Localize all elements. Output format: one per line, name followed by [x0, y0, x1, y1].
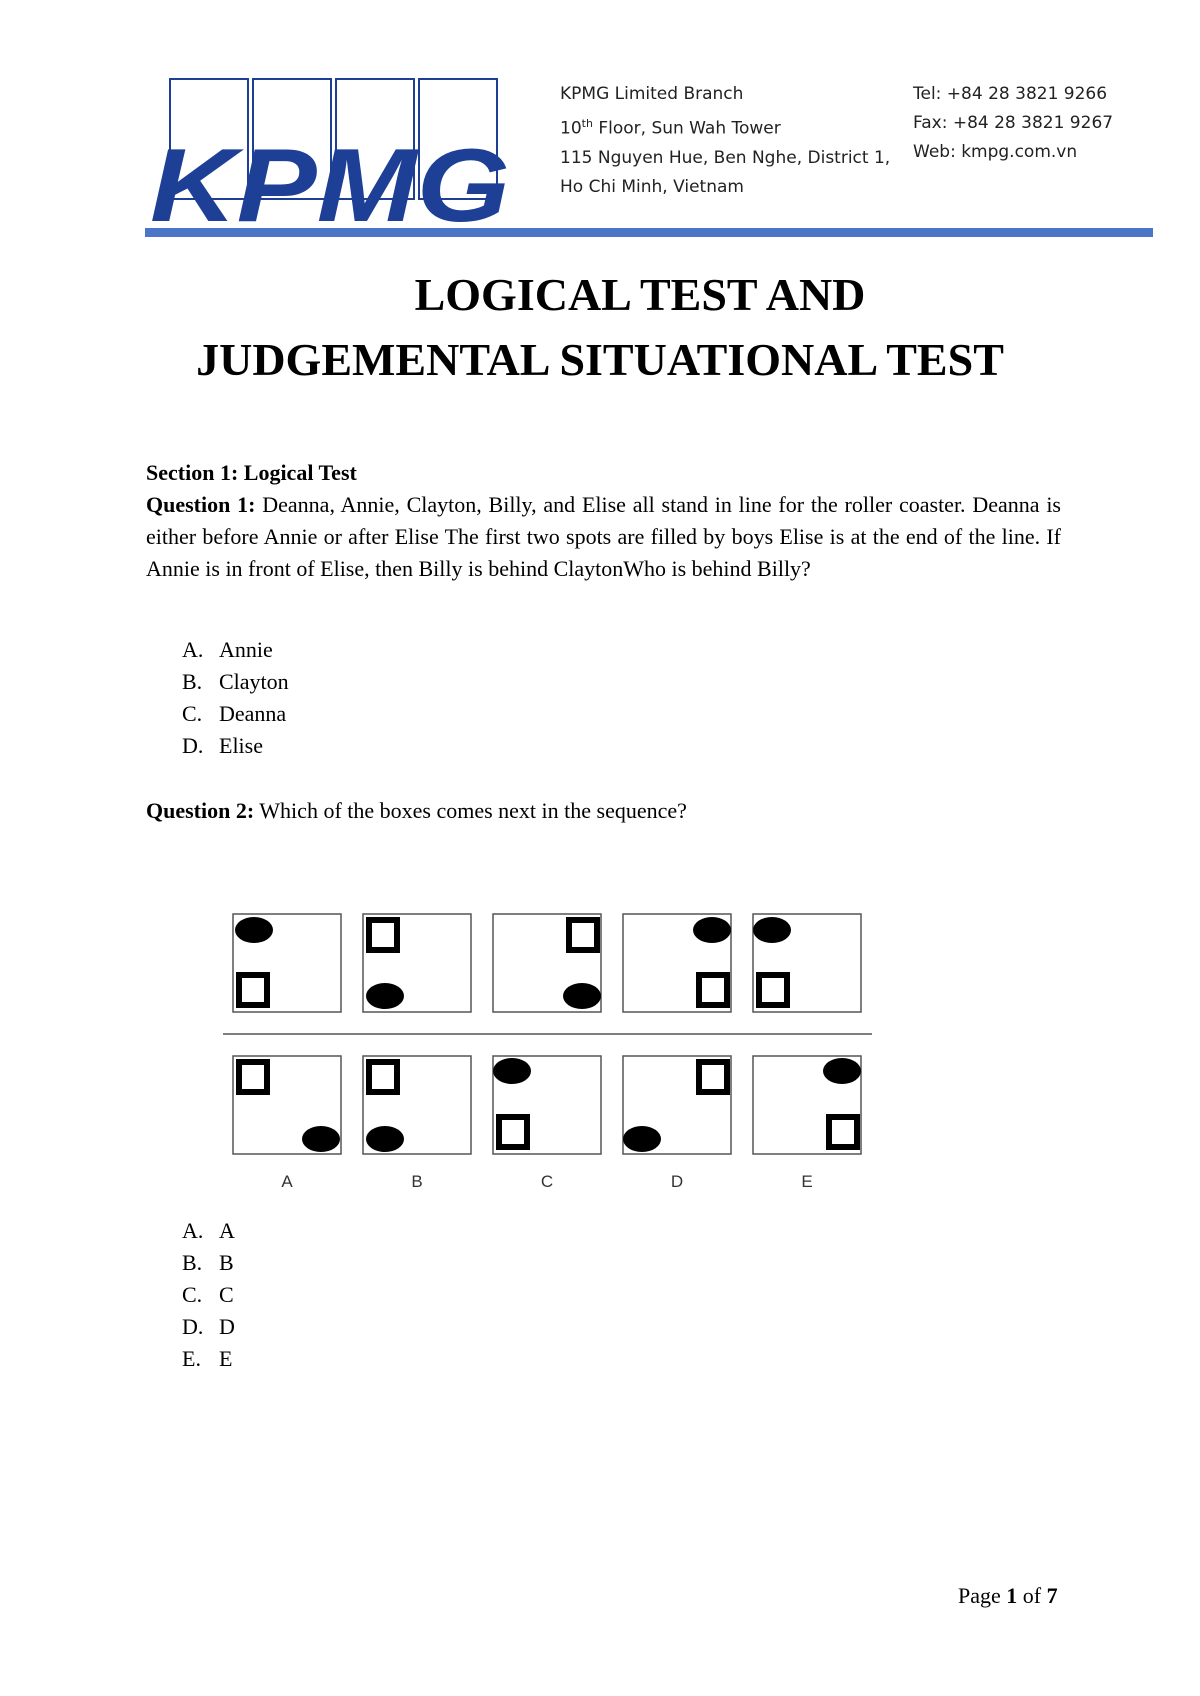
option-text: Clayton: [219, 669, 289, 694]
page-number: [958, 1583, 1058, 1609]
option-text: B: [219, 1250, 234, 1275]
option-letter: C.: [182, 701, 203, 726]
sequence-box-3: [493, 914, 601, 1012]
section-heading: Section 1: Logical Test: [146, 460, 357, 485]
figure-label: C: [540, 1172, 554, 1191]
answer-box-c: [493, 1056, 601, 1154]
contact-tel: Tel: +84 28 3821 9266: [913, 84, 1108, 104]
sequence-box-2: [363, 914, 471, 1012]
figure-label: E: [801, 1172, 813, 1191]
option-item: [182, 666, 289, 698]
header-address: [560, 80, 890, 202]
page-current: 1: [1006, 1583, 1018, 1608]
option-item: [182, 1343, 235, 1375]
question-1-options: [182, 634, 289, 762]
option-item: [182, 1215, 235, 1247]
address-line: Ho Chi Minh, Vietnam: [560, 176, 744, 197]
option-text: C: [219, 1282, 234, 1307]
figure-label: A: [281, 1172, 293, 1191]
kpmg-logo: [145, 78, 525, 228]
question-1-text: Deanna, Annie, Clayton, Billy, and Elise all stand in line for the roller coaster. Deanna is either before Annie or after Elise The first two spots are filled by boys Elise is at the end of the line. If Annie is in front of Elise, then Billy is behind ClaytonWho is behind Billy?: [146, 492, 1061, 581]
option-item: [182, 698, 289, 730]
figure-label: B: [411, 1172, 423, 1191]
option-text: D: [219, 1314, 235, 1339]
figure-label: D: [670, 1172, 684, 1191]
option-text: Deanna: [219, 701, 287, 726]
question-1-label: Question 1:: [146, 492, 256, 517]
page-of: of: [1022, 1583, 1042, 1608]
option-letter: A.: [182, 1218, 204, 1243]
option-item: [182, 1311, 235, 1343]
address-line: 115 Nguyen Hue, Ben Nghe, District 1,: [560, 147, 891, 168]
option-text: Elise: [219, 733, 263, 758]
option-letter: B.: [182, 1250, 203, 1275]
answer-box-e: [753, 1056, 861, 1154]
question-2: [146, 795, 1061, 827]
answer-box-a: [233, 1056, 341, 1154]
answer-box-d: [623, 1056, 731, 1154]
option-letter: D.: [182, 1314, 204, 1339]
answer-box-b: [363, 1056, 471, 1154]
option-item: [182, 1279, 235, 1311]
address-line: 10th Floor, Sun Wah Tower: [560, 117, 781, 139]
contact-web: Web: kmpg.com.vn: [913, 142, 1078, 162]
sequence-box-4: [623, 914, 731, 1012]
header-rule: [145, 228, 1153, 237]
page-prefix: Page: [958, 1583, 1001, 1608]
option-letter: E.: [182, 1346, 201, 1371]
contact-fax: Fax: +84 28 3821 9267: [913, 113, 1114, 133]
question-2-text: Which of the boxes comes next in the sequence?: [259, 798, 687, 823]
question-1: [146, 489, 1061, 585]
option-letter: A.: [182, 637, 204, 662]
question-2-options: [182, 1215, 235, 1375]
option-letter: C.: [182, 1282, 203, 1307]
sequence-box-5: [753, 914, 861, 1012]
option-text: E: [219, 1346, 233, 1371]
header-contact: [913, 80, 1113, 167]
option-text: A: [219, 1218, 235, 1243]
option-item: [182, 730, 289, 762]
sequence-figure: [220, 900, 875, 1195]
option-item: [182, 1247, 235, 1279]
page-title-line-1: LOGICAL TEST AND: [414, 269, 866, 320]
address-line: KPMG Limited Branch: [560, 84, 744, 104]
logo-text: KPMG: [150, 128, 510, 228]
option-item: [182, 634, 289, 666]
question-2-label: Question 2:: [146, 798, 255, 823]
option-text: Annie: [219, 637, 273, 662]
sequence-box-1: [233, 914, 341, 1012]
page-total: 7: [1046, 1583, 1058, 1608]
page-title-line-2: JUDGEMENTAL SITUATIONAL TEST: [196, 334, 1004, 385]
option-letter: B.: [182, 669, 203, 694]
option-letter: D.: [182, 733, 204, 758]
